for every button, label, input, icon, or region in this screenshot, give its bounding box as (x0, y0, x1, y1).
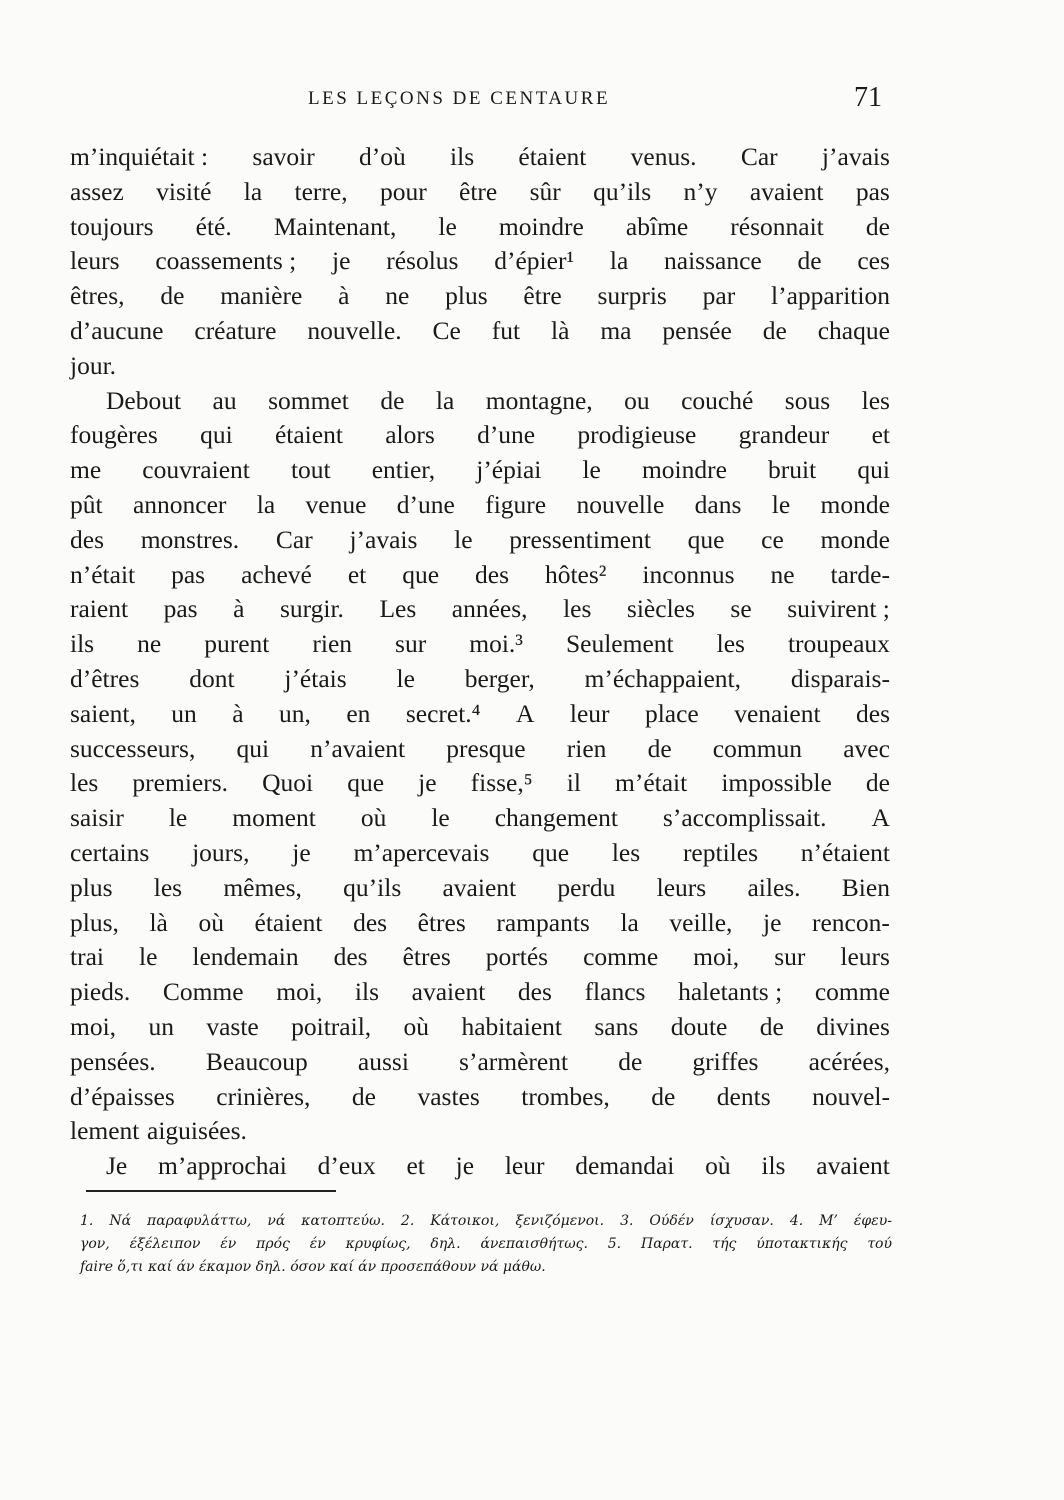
word: être (523, 281, 562, 311)
footnote-rule (86, 1190, 336, 1192)
word: le (168, 803, 188, 833)
word: mêmes, (223, 872, 302, 902)
word: le (582, 455, 601, 485)
word: s’accomplissait. (662, 803, 827, 833)
word: fougères (70, 420, 158, 450)
word: que (402, 559, 440, 589)
word: haletants ; (678, 977, 783, 1007)
word: de (865, 768, 890, 798)
word: être (459, 176, 498, 206)
text-line (70, 592, 890, 627)
word: la (620, 907, 639, 937)
word: la (435, 385, 455, 415)
word: avaient (749, 176, 824, 206)
word: vastes (417, 1081, 480, 1111)
word: un (148, 1011, 174, 1041)
word: des (475, 559, 509, 589)
word: lendemain (192, 942, 299, 972)
word: terre, (294, 176, 348, 206)
text-line (70, 1010, 890, 1045)
word: ce (761, 524, 784, 554)
word: certains (70, 837, 150, 867)
word: m’apercevais (353, 837, 490, 867)
word: ces (857, 246, 890, 276)
text-line (70, 1045, 890, 1080)
word: fisse,⁵ (470, 768, 533, 798)
word: à (338, 281, 350, 311)
word: résolus (386, 246, 459, 276)
word: chaque (817, 315, 890, 345)
word: ne (385, 281, 410, 311)
word: années, (451, 594, 528, 624)
word: un (171, 698, 197, 728)
word: suivirent ; (787, 594, 890, 624)
word: étaient (274, 420, 343, 450)
word: nouvelle. (307, 315, 402, 345)
word: place (644, 698, 699, 728)
text-line (70, 384, 890, 419)
word: divines (816, 1011, 890, 1041)
text-line (70, 662, 890, 697)
word: des (70, 524, 104, 554)
word: résonnait (730, 211, 824, 241)
word: prodigieuse (577, 420, 697, 450)
word: créature (194, 315, 277, 345)
text-line (70, 175, 890, 210)
word: avaient (816, 1151, 890, 1181)
word: reptiles (682, 837, 758, 867)
word: couvraient (142, 455, 250, 485)
word: j’avais (349, 524, 418, 554)
word: plus (70, 872, 113, 902)
word: été. (195, 211, 232, 241)
text-line (70, 732, 890, 767)
word: savoir (252, 142, 315, 171)
word: inconnus (642, 559, 735, 589)
word: de (160, 281, 185, 311)
word: pût (70, 489, 103, 519)
text-line (70, 523, 890, 558)
word: les (716, 629, 745, 659)
word: fut (491, 315, 521, 345)
word: sous (784, 385, 831, 415)
word: d’une (396, 489, 455, 519)
word: ailes. (747, 872, 801, 902)
word: des (333, 942, 368, 972)
word: pressentiment (509, 524, 651, 554)
word: pensées. (70, 1046, 156, 1076)
word: dans (694, 489, 742, 519)
word: ils (761, 1151, 786, 1181)
word: habitaient (461, 1011, 562, 1041)
word: de (865, 211, 890, 241)
word: Debout (106, 385, 182, 415)
page-number: 71 (854, 82, 882, 113)
word: pas (171, 559, 206, 589)
word: je (292, 837, 311, 867)
word: il (566, 768, 581, 798)
word: d’aucune (70, 315, 164, 345)
word: qu’ils (343, 872, 402, 902)
footnote-line: γον, έξέλειπον έν πρός έν κρυφίως, δηλ. άνεπαισθήτως. 5. Παρατ. τής ύποτακτικής τού (80, 1236, 892, 1252)
word: lement (70, 1116, 140, 1146)
word: secret.⁴ (405, 698, 481, 728)
word: toujours (70, 211, 154, 241)
word: le (396, 663, 415, 693)
word: je (332, 246, 351, 276)
word: trombes, (521, 1081, 610, 1111)
word: les (153, 872, 183, 902)
word: et (871, 420, 890, 450)
word: achevé (241, 559, 312, 589)
word: le (438, 211, 457, 241)
word: visité (156, 176, 212, 206)
text-line (70, 1080, 890, 1115)
text-line (70, 314, 890, 349)
word: A (871, 803, 890, 833)
word: leur (569, 698, 610, 728)
word: venus. (630, 142, 697, 171)
word: me (70, 455, 102, 485)
word: demandai (575, 1151, 675, 1181)
word: berger, (464, 663, 535, 693)
word: monde (820, 524, 890, 554)
word: de (618, 1046, 643, 1076)
word: surgir. (279, 594, 344, 624)
word: qui (857, 455, 890, 485)
word: que (347, 768, 385, 798)
word: comme (814, 977, 890, 1007)
word: sûr (529, 176, 561, 206)
word: avaient (411, 977, 486, 1007)
word: sur (774, 942, 806, 972)
word: ils (70, 629, 95, 659)
word: en (346, 698, 371, 728)
word: successeurs, (70, 733, 196, 763)
word: au (212, 385, 237, 415)
word: j’épiai (476, 455, 542, 485)
text-line (70, 940, 890, 975)
word: que (532, 837, 570, 867)
word: les (611, 837, 641, 867)
word: crinières, (216, 1081, 311, 1111)
word: tout (290, 455, 331, 485)
word: commun (712, 733, 803, 763)
word: vaste (206, 1011, 259, 1041)
word: veille, (669, 907, 733, 937)
text-line (70, 349, 890, 384)
word: Bien (841, 872, 890, 902)
word: Maintenant, (273, 211, 397, 241)
word: trai (70, 942, 104, 972)
word: Les (379, 594, 417, 624)
text-line (70, 627, 890, 662)
footnote-line: faire ὅ,τι καί άν έκαμον δηλ. όσον καί άν προσεπάθουν νά μάθω. (80, 1259, 546, 1275)
word: jours, (192, 837, 250, 867)
word: des (856, 698, 890, 728)
word: s’armèrent (459, 1046, 569, 1076)
word: aussi (357, 1046, 409, 1076)
word: tarde- (830, 559, 890, 589)
word: alors (385, 420, 435, 450)
word: jour. (70, 350, 117, 380)
footnote-line: 1. Νά παραφυλάττω, νά κατοπτεύω. 2. Κάτοικοι, ξενιζόμενοι. 3. Ούδέν ίσχυσαν. 4. Μ’ έφευ- (80, 1213, 892, 1229)
word: à (232, 698, 244, 728)
word: de (380, 385, 405, 415)
word: sans (594, 1011, 639, 1041)
text-line (70, 418, 890, 453)
word: des (517, 977, 552, 1007)
word: le (138, 942, 158, 972)
word: moi, (693, 942, 740, 972)
word: Comme (162, 977, 244, 1007)
word: flancs (584, 977, 646, 1007)
word: couché (681, 385, 754, 415)
text-line (70, 766, 890, 801)
word: où (198, 907, 224, 937)
word: de (797, 246, 822, 276)
word: qui (236, 733, 270, 763)
word: dents (716, 1081, 771, 1111)
word: leur (504, 1151, 545, 1181)
word: leurs (840, 942, 890, 972)
word: pour (379, 176, 427, 206)
word: le (771, 489, 791, 519)
word: la (243, 176, 263, 206)
word: l’apparition (771, 281, 890, 311)
word: le (454, 524, 473, 554)
word: ou (624, 385, 650, 415)
text-line (70, 453, 890, 488)
word: moi, (276, 977, 323, 1007)
word: ma (600, 315, 632, 345)
word: n’y (683, 176, 718, 206)
word: moindre (498, 211, 584, 241)
word: rencon- (812, 907, 890, 937)
word: m’échappaient, (584, 663, 741, 693)
word: Car (275, 524, 313, 554)
text-line (70, 871, 890, 906)
text-line (70, 210, 890, 245)
word: troupeaux (787, 629, 890, 659)
word: pensée (662, 315, 732, 345)
word: ne (137, 629, 162, 659)
word: se (730, 594, 752, 624)
word: de (647, 733, 672, 763)
word: Je (106, 1151, 128, 1181)
text-line (70, 836, 890, 871)
word: saisir (70, 803, 124, 833)
word: rien (566, 733, 607, 763)
text-line (70, 558, 890, 593)
word: impossible (721, 768, 832, 798)
word: nouvelle (576, 489, 665, 519)
text-line (70, 697, 890, 732)
word: la (256, 489, 276, 519)
text-line (70, 975, 890, 1010)
word: moment (232, 803, 316, 833)
word: étaient (254, 907, 323, 937)
word: n’étaient (800, 837, 890, 867)
word: Seulement (565, 629, 674, 659)
word: j’étais (284, 663, 347, 693)
word: la (609, 246, 629, 276)
word: d’épier¹ (494, 246, 575, 276)
text-line (70, 1149, 890, 1184)
text-line (70, 140, 890, 175)
word: coassements ; (155, 246, 297, 276)
word: pas (163, 594, 198, 624)
word: annoncer (132, 489, 227, 519)
word: qu’ils (593, 176, 652, 206)
word: moindre (641, 455, 727, 485)
word: d’une (477, 420, 536, 450)
word: manière (220, 281, 303, 311)
word: êtres, (70, 281, 125, 311)
page-header (70, 82, 890, 116)
word: je (763, 907, 782, 937)
word: là (551, 315, 570, 345)
word: étaient (518, 142, 587, 171)
word: abîme (625, 211, 689, 241)
word: rien (312, 629, 353, 659)
word: ils (354, 977, 380, 1007)
word: saient, (70, 698, 136, 728)
word: surpris (597, 281, 667, 311)
word: plus, (70, 907, 119, 937)
word: m’était (615, 768, 688, 798)
word: raient (70, 594, 129, 624)
word: premiers. (132, 768, 229, 798)
word: je (455, 1151, 475, 1181)
text-line (70, 279, 890, 314)
word: moi, (70, 1011, 117, 1041)
word: m’approchai (158, 1151, 287, 1181)
word: et (347, 559, 367, 589)
word: naissance (664, 246, 762, 276)
word: ils (450, 142, 475, 171)
text-line (70, 488, 890, 523)
word: Beaucoup (205, 1046, 308, 1076)
word: presque (446, 733, 526, 763)
word: les (70, 768, 99, 798)
word: êtres (417, 907, 466, 937)
word: monstres. (140, 524, 240, 554)
word: portés (485, 942, 549, 972)
word: je (418, 768, 437, 798)
word: sommet (268, 385, 349, 415)
word: où (705, 1151, 731, 1181)
word: entier, (371, 455, 436, 485)
word: le (431, 803, 450, 833)
word: d’eux (317, 1151, 376, 1181)
word: ne (770, 559, 795, 589)
word: à (233, 594, 245, 624)
word: n’était (70, 559, 136, 589)
word: j’avais (821, 142, 890, 171)
word: dont (189, 663, 235, 693)
word: doute (670, 1011, 728, 1041)
word: que (687, 524, 725, 554)
word: plus (445, 281, 488, 311)
word: d’où (359, 142, 406, 171)
word: êtres (402, 942, 451, 972)
word: purent (204, 629, 270, 659)
word: de (762, 315, 787, 345)
word: n’avaient (310, 733, 406, 763)
word: griffes (692, 1046, 759, 1076)
body-text (70, 140, 890, 1184)
word: avaient (442, 872, 517, 902)
word: d’épaisses (70, 1081, 175, 1111)
word: comme (583, 942, 659, 972)
word: grandeur (738, 420, 830, 450)
word: d’êtres (70, 663, 140, 693)
word: Car (740, 142, 778, 171)
word: les (861, 385, 890, 415)
word: leurs (656, 872, 707, 902)
word: acérées, (808, 1046, 890, 1076)
word: A (516, 698, 535, 728)
word: un, (279, 698, 311, 728)
word: pas (855, 176, 890, 206)
word: et (406, 1151, 425, 1181)
word: changement (494, 803, 618, 833)
word: aiguisées. (147, 1116, 247, 1146)
word: figure (485, 489, 547, 519)
word: m’inquiétait : (70, 142, 209, 171)
word: venaient (734, 698, 821, 728)
word: siècles (626, 594, 695, 624)
running-title: LES LEÇONS DE CENTAURE (308, 88, 611, 109)
text-line (70, 1114, 890, 1149)
word: monde (820, 489, 890, 519)
word: là (149, 907, 168, 937)
word: de (351, 1081, 376, 1111)
word: qui (200, 420, 233, 450)
text-line (70, 801, 890, 836)
footnotes (80, 1210, 892, 1279)
word: disparais- (790, 663, 890, 693)
word: bruit (768, 455, 817, 485)
word: moi.³ (469, 629, 523, 659)
word: rampants (496, 907, 590, 937)
word: perdu (557, 872, 616, 902)
word: assez (70, 176, 124, 206)
word: par (702, 281, 736, 311)
word: où (403, 1011, 430, 1041)
word: de (759, 1011, 784, 1041)
word: nouvel- (812, 1081, 890, 1111)
word: avec (843, 733, 890, 763)
text-line (70, 906, 890, 941)
word: les (563, 594, 592, 624)
word: poitrail, (291, 1011, 372, 1041)
word: hôtes² (544, 559, 607, 589)
word: où (360, 803, 387, 833)
word: Ce (432, 315, 461, 345)
word: pieds. (70, 977, 131, 1007)
word: leurs (70, 246, 120, 276)
word: venue (305, 489, 367, 519)
word: sur (395, 629, 427, 659)
word: Quoi (262, 768, 314, 798)
word: montagne, (485, 385, 593, 415)
word: de (651, 1081, 676, 1111)
text-line (70, 244, 890, 279)
word: des (353, 907, 388, 937)
